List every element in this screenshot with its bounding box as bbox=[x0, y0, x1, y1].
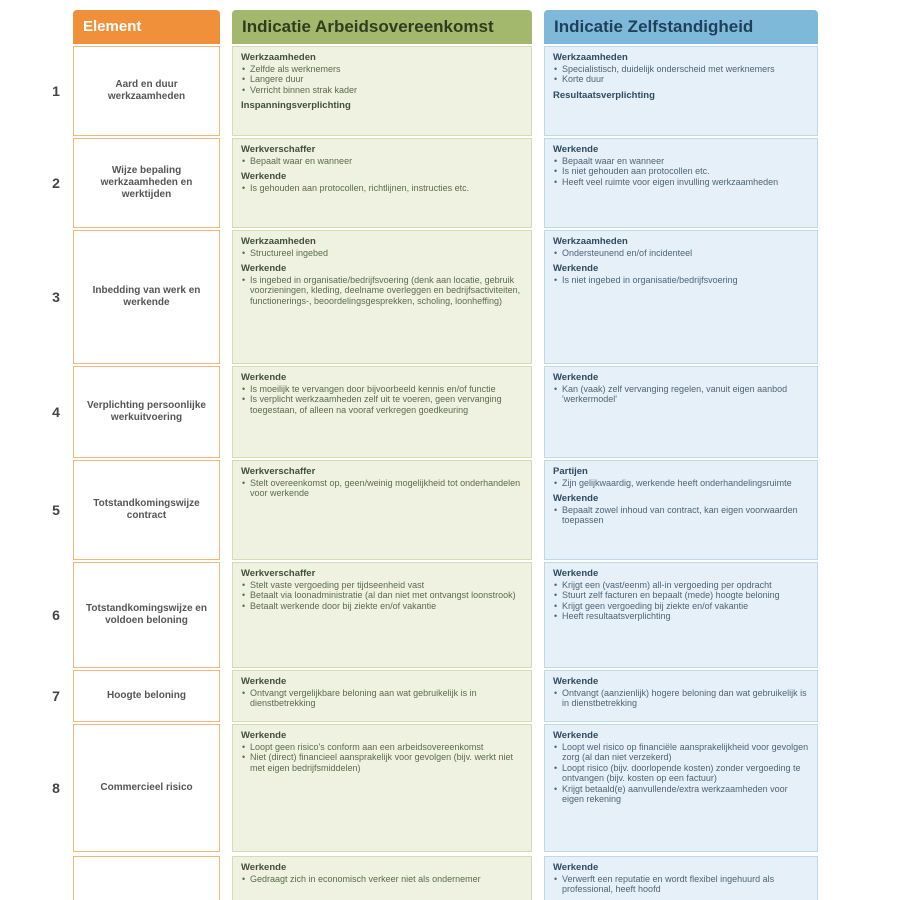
section-heading: Werkverschaffer bbox=[241, 144, 316, 155]
cell-section bbox=[241, 264, 523, 306]
bullet-item: • Is niet gehouden aan protocollen etc. bbox=[553, 166, 809, 177]
element-label: Commercieel risico bbox=[73, 724, 220, 852]
section-heading: Werkende bbox=[553, 568, 599, 579]
bullet-item: • Zelfde als werknemers bbox=[241, 64, 523, 75]
section-heading: Werkzaamheden bbox=[553, 236, 628, 247]
arbeidsovereenkomst-cell bbox=[232, 562, 532, 668]
bullet-item: • Bepaalt zowel inhoud van contract, kan eigen voorwaarden toepassen bbox=[553, 505, 809, 526]
zelfstandigheid-cell bbox=[544, 46, 818, 136]
table-row bbox=[0, 460, 900, 560]
section-heading: Werkende bbox=[553, 372, 599, 383]
bullet-item: • Kan (vaak) zelf vervanging regelen, vanuit eigen aanbod 'werkermodel' bbox=[553, 384, 809, 405]
table-row bbox=[0, 724, 900, 852]
section-heading: Werkzaamheden bbox=[553, 52, 628, 63]
element-label: Totstandkomingswijze en voldoen beloning bbox=[73, 562, 220, 668]
row-number: 7 bbox=[52, 688, 60, 704]
zelfstandigheid-cell bbox=[544, 856, 818, 900]
bullet-item: • Loopt wel risico op financiële aansprakelijkheid voor gevolgen zorg (al dan niet verzekerd) bbox=[553, 742, 809, 763]
element-label: Totstandkomingswijze contract bbox=[73, 460, 220, 560]
section-heading: Werkverschaffer bbox=[241, 568, 316, 579]
cell-section bbox=[241, 373, 523, 415]
bullet-item: • Ondersteunend en/of incidenteel bbox=[553, 248, 809, 259]
cell-section bbox=[241, 569, 523, 611]
section-heading: Werkzaamheden bbox=[241, 236, 316, 247]
section-heading: Werkverschaffer bbox=[241, 466, 316, 477]
section-heading: Werkende bbox=[241, 676, 287, 687]
section-heading: Werkende bbox=[553, 730, 599, 741]
element-label: Wijze bepaling werkzaamheden en werktijden bbox=[73, 138, 220, 228]
bullet-item: • Krijgt een (vast/eenm) all-in vergoeding per opdracht bbox=[553, 580, 809, 591]
zelfstandigheid-cell bbox=[544, 138, 818, 228]
bullet-item: • Ontvangt (aanzienlijk) hogere beloning dan wat gebruikelijk is in dienstbetrekking bbox=[553, 688, 809, 709]
cell-section bbox=[241, 145, 523, 166]
row-number: 4 bbox=[52, 404, 60, 420]
section-heading: Werkzaamheden bbox=[241, 52, 316, 63]
bullet-item: • Krijgt betaald(e) aanvullende/extra werkzaamheden voor eigen rekening bbox=[553, 784, 809, 805]
bullet-item: • Specialistisch, duidelijk onderscheid met werknemers bbox=[553, 64, 809, 75]
element-label: Inbedding van werk en werkende bbox=[73, 230, 220, 364]
bullet-item: • Betaalt werkende door bij ziekte en/of vakantie bbox=[241, 601, 523, 612]
element-label: Verplichting persoonlijke werkuitvoering bbox=[73, 366, 220, 458]
section-heading: Werkende bbox=[553, 676, 599, 687]
section-heading: Partijen bbox=[553, 466, 588, 477]
bullet-item: • Stuurt zelf facturen en bepaalt (mede) hoogte beloning bbox=[553, 590, 809, 601]
table-row bbox=[0, 670, 900, 722]
cell-section bbox=[553, 863, 809, 895]
table-row bbox=[0, 366, 900, 458]
bullet-item: • Ontvangt vergelijkbare beloning aan wat gebruikelijk is in dienstbetrekking bbox=[241, 688, 523, 709]
cell-section bbox=[553, 731, 809, 805]
row-number: 3 bbox=[52, 289, 60, 305]
section-heading: Werkende bbox=[241, 730, 287, 741]
row-number: 5 bbox=[52, 502, 60, 518]
cell-section bbox=[241, 53, 523, 95]
cell-section bbox=[553, 373, 809, 405]
cell-section bbox=[553, 467, 809, 488]
element-label bbox=[73, 856, 220, 900]
section-heading: Werkende bbox=[553, 263, 599, 274]
bullet-item: • Heeft veel ruimte voor eigen invulling werkzaamheden bbox=[553, 177, 809, 188]
bullet-item: • Verricht binnen strak kader bbox=[241, 85, 523, 96]
cell-section bbox=[553, 569, 809, 622]
element-label: Hoogte beloning bbox=[73, 670, 220, 722]
arbeidsovereenkomst-cell bbox=[232, 230, 532, 364]
arbeidsovereenkomst-cell bbox=[232, 856, 532, 900]
section-heading: Werkende bbox=[553, 493, 599, 504]
bullet-item: • Loopt risico (bijv. doorlopende kosten) zonder vergoeding te ontvangen (bijv. kosten op een factuur) bbox=[553, 763, 809, 784]
bullet-item: • Gedraagt zich in economisch verkeer niet als ondernemer bbox=[241, 874, 523, 885]
table-row bbox=[0, 138, 900, 228]
bullet-item: • Korte duur bbox=[553, 74, 809, 85]
arbeidsovereenkomst-cell bbox=[232, 366, 532, 458]
row-number: 6 bbox=[52, 607, 60, 623]
header-element: Element bbox=[73, 10, 220, 44]
bullet-item: • Is niet ingebed in organisatie/bedrijfsvoering bbox=[553, 275, 809, 286]
bullet-item: • Loopt geen risico's conform aan een arbeidsovereenkomst bbox=[241, 742, 523, 753]
cell-footer: Resultaatsverplichting bbox=[553, 89, 655, 101]
arbeidsovereenkomst-cell bbox=[232, 46, 532, 136]
header-zelfstandigheid: Indicatie Zelfstandigheid bbox=[544, 10, 818, 44]
row-number: 1 bbox=[52, 83, 60, 99]
section-heading: Werkende bbox=[241, 263, 287, 274]
zelfstandigheid-cell bbox=[544, 562, 818, 668]
bullet-item: • Langere duur bbox=[241, 74, 523, 85]
cell-section bbox=[553, 145, 809, 187]
arbeidsovereenkomst-cell bbox=[232, 460, 532, 560]
bullet-item: • Is ingebed in organisatie/bedrijfsvoering (denk aan locatie, gebruik voorzieningen, kleding, deelname overleggen en bedrijfsactiviteiten, functionerings-, beoordelingsgesprekken, scholing, loonheffing) bbox=[241, 275, 523, 307]
cell-section bbox=[553, 494, 809, 526]
bullet-item: • Is moeilijk te vervangen door bijvoorbeeld kennis en/of functie bbox=[241, 384, 523, 395]
cell-section bbox=[241, 863, 523, 884]
section-heading: Werkende bbox=[241, 862, 287, 873]
cell-section bbox=[241, 677, 523, 709]
table-row bbox=[0, 230, 900, 364]
bullet-item: • Betaalt via loonadministratie (al dan niet met ontvangst loonstrook) bbox=[241, 590, 523, 601]
cell-section bbox=[241, 237, 523, 258]
bullet-item: • Krijgt geen vergoeding bij ziekte en/of vakantie bbox=[553, 601, 809, 612]
section-heading: Werkende bbox=[553, 862, 599, 873]
zelfstandigheid-cell bbox=[544, 366, 818, 458]
cell-section bbox=[241, 731, 523, 773]
table-row bbox=[0, 856, 900, 900]
cell-section bbox=[553, 53, 809, 85]
bullet-item: • Zijn gelijkwaardig, werkende heeft onderhandelingsruimte bbox=[553, 478, 809, 489]
cell-section bbox=[553, 237, 809, 258]
zelfstandigheid-cell bbox=[544, 724, 818, 852]
cell-section bbox=[553, 264, 809, 285]
row-number: 8 bbox=[52, 780, 60, 796]
bullet-item: • Verwerft een reputatie en wordt flexibel ingehuurd als professional, heeft hoofd bbox=[553, 874, 809, 895]
section-heading: Werkende bbox=[553, 144, 599, 155]
bullet-item: • Structureel ingebed bbox=[241, 248, 523, 259]
element-label: Aard en duur werkzaamheden bbox=[73, 46, 220, 136]
arbeidsovereenkomst-cell bbox=[232, 724, 532, 852]
bullet-item: • Is gehouden aan protocollen, richtlijnen, instructies etc. bbox=[241, 183, 523, 194]
cell-footer: Inspanningsverplichting bbox=[241, 100, 351, 111]
cell-section bbox=[553, 677, 809, 709]
section-heading: Werkende bbox=[241, 171, 287, 182]
table-row bbox=[0, 46, 900, 136]
arbeidsovereenkomst-cell bbox=[232, 670, 532, 722]
bullet-item: • Heeft resultaatsverplichting bbox=[553, 611, 809, 622]
bullet-item: • Niet (direct) financieel aansprakelijk voor gevolgen (bijv. werkt niet met eigen bedrijfsmiddelen) bbox=[241, 752, 523, 773]
bullet-item: • Bepaalt waar en wanneer bbox=[553, 156, 809, 167]
arbeidsovereenkomst-cell bbox=[232, 138, 532, 228]
bullet-item: • Bepaalt waar en wanneer bbox=[241, 156, 523, 167]
zelfstandigheid-cell bbox=[544, 460, 818, 560]
section-heading: Werkende bbox=[241, 372, 287, 383]
table-row bbox=[0, 562, 900, 668]
zelfstandigheid-cell bbox=[544, 670, 818, 722]
header-arbeidsovereenkomst: Indicatie Arbeidsovereenkomst bbox=[232, 10, 532, 44]
cell-section bbox=[241, 467, 523, 499]
bullet-item: • Is verplicht werkzaamheden zelf uit te voeren, geen vervanging toegestaan, of alleen na vooraf verkregen goedkeuring bbox=[241, 394, 523, 415]
zelfstandigheid-cell bbox=[544, 230, 818, 364]
row-number: 2 bbox=[52, 175, 60, 191]
bullet-item: • Stelt overeenkomst op, geen/weinig mogelijkheid tot onderhandelen voor werkende bbox=[241, 478, 523, 499]
cell-section bbox=[241, 172, 523, 193]
bullet-item: • Stelt vaste vergoeding per tijdseenheid vast bbox=[241, 580, 523, 591]
